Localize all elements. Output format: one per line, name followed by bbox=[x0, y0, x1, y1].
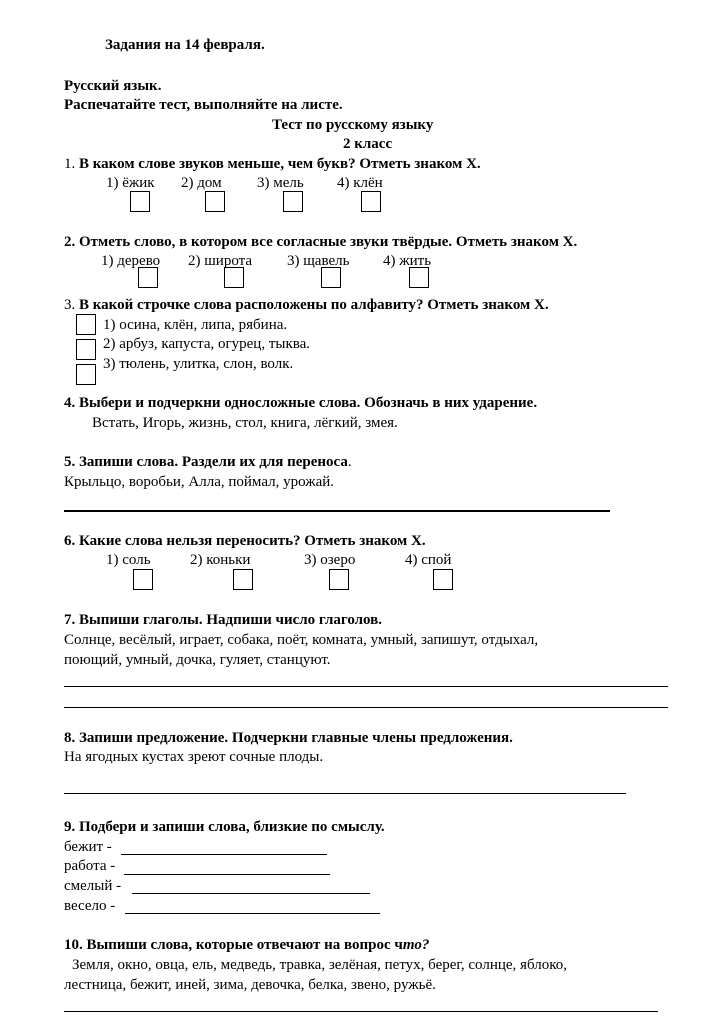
q3-text: В какой строчке слова расположены по алфавиту? Отметь знаком Х. bbox=[79, 297, 549, 313]
q2-text: 2. Отметь слово, в котором все согласные звуки твёрдые bbox=[64, 234, 449, 250]
q3-option-1: 1) осина, клён, липа, рябина. bbox=[103, 317, 288, 333]
q7-text-line-1: Солнце, весёлый, играет, собака, поёт, комната, умный, запишут, отдыхал, bbox=[64, 632, 539, 648]
q10-text-line-1: Земля, окно, овца, ель, медведь, травка, зелёная, петух, берег, солнце, яблоко, bbox=[72, 957, 567, 973]
q3-prompt bbox=[64, 298, 549, 313]
q7-text-line-2: поющий, умный, дочка, гуляет, станцуют. bbox=[64, 652, 331, 668]
grade: 2 класс bbox=[343, 136, 393, 152]
q8-answer-line[interactable] bbox=[64, 793, 626, 794]
q7-prompt: 7. Выпиши глаголы. Надпиши число глаголов. bbox=[64, 612, 383, 628]
q3-option-2: 2) арбуз, капуста, огурец, тыква. bbox=[103, 336, 311, 352]
q1-checkbox-1[interactable] bbox=[130, 191, 150, 212]
q5-answer-line[interactable] bbox=[64, 510, 610, 512]
q2-checkbox-3[interactable] bbox=[321, 267, 341, 288]
q2-checkbox-2[interactable] bbox=[224, 267, 244, 288]
q3-checkbox-1[interactable] bbox=[76, 314, 96, 335]
q10-question-word: то? bbox=[402, 937, 430, 953]
q9-prompt: 9. Подбери и запиши слова, близкие по смыслу. bbox=[64, 819, 385, 835]
q5-prompt bbox=[64, 455, 352, 470]
q9-answer-line-4[interactable] bbox=[125, 913, 380, 914]
q2-option-3: 3) щавель bbox=[287, 253, 350, 269]
q1-checkbox-2[interactable] bbox=[205, 191, 225, 212]
q10-prompt bbox=[64, 938, 429, 953]
q9-answer-line-3[interactable] bbox=[132, 893, 370, 894]
q9-answer-line-2[interactable] bbox=[124, 874, 330, 875]
q1-option-1: 1) ёжик bbox=[106, 175, 155, 191]
q10-text-line-2: лестница, бежит, иней, зима, девочка, белка, звено, ружьё. bbox=[64, 977, 436, 993]
q9-item-1: бежит - bbox=[64, 839, 112, 855]
q3-number: 3. bbox=[64, 297, 76, 313]
q1-checkbox-3[interactable] bbox=[283, 191, 303, 212]
q8-prompt: 8. Запиши предложение. Подчеркни главные члены предложения. bbox=[64, 730, 513, 746]
instruction: Распечатайте тест, выполняйте на листе. bbox=[64, 97, 343, 113]
q7-answer-line-1[interactable] bbox=[64, 686, 668, 687]
q2-option-4: 4) жить bbox=[383, 253, 432, 269]
q1-text: В каком слове звуков меньше, чем букв? Отметь знаком Х. bbox=[79, 156, 481, 172]
q2-option-2: 2) широта bbox=[188, 253, 253, 269]
q5-suffix: . bbox=[347, 454, 352, 470]
q6-option-2: 2) коньки bbox=[190, 552, 251, 568]
q1-option-2: 2) дом bbox=[181, 175, 222, 191]
q9-item-2: работа - bbox=[64, 858, 116, 874]
q6-checkbox-1[interactable] bbox=[133, 569, 153, 590]
q2-suffix: . Отметь знаком Х. bbox=[448, 234, 578, 250]
q4-prompt: 4. Выбери и подчеркни односложные слова. Обозначь в них ударение. bbox=[64, 395, 538, 411]
q10-text: 10. Выпиши слова, которые отвечают на вопрос ч bbox=[64, 937, 403, 953]
q1-option-4: 4) клён bbox=[337, 175, 383, 191]
q6-prompt: 6. Какие слова нельзя переносить? Отметь знаком Х. bbox=[64, 533, 426, 549]
q6-option-3: 3) озеро bbox=[304, 552, 356, 568]
q7-answer-line-2[interactable] bbox=[64, 707, 668, 708]
q1-checkbox-4[interactable] bbox=[361, 191, 381, 212]
q5-words: Крыльцо, воробьи, Алла, поймал, урожай. bbox=[64, 474, 335, 490]
q6-checkbox-3[interactable] bbox=[329, 569, 349, 590]
q3-checkbox-2[interactable] bbox=[76, 339, 96, 360]
q3-option-3: 3) тюлень, улитка, слон, волк. bbox=[103, 356, 294, 372]
q9-item-3: смелый - bbox=[64, 878, 122, 894]
page-title: Задания на 14 февраля. bbox=[105, 37, 265, 53]
q10-answer-line[interactable] bbox=[64, 1011, 658, 1012]
q2-checkbox-4[interactable] bbox=[409, 267, 429, 288]
q1-prompt bbox=[64, 157, 481, 172]
subject: Русский язык. bbox=[64, 78, 162, 94]
q6-checkbox-2[interactable] bbox=[233, 569, 253, 590]
q4-words: Встать, Игорь, жизнь, стол, книга, лёгкий, змея. bbox=[92, 415, 398, 431]
q6-option-4: 4) спой bbox=[405, 552, 452, 568]
q6-checkbox-4[interactable] bbox=[433, 569, 453, 590]
q9-item-4: весело - bbox=[64, 898, 116, 914]
q2-option-1: 1) дерево bbox=[101, 253, 161, 269]
q2-checkbox-1[interactable] bbox=[138, 267, 158, 288]
test-title: Тест по русскому языку bbox=[272, 117, 434, 133]
q3-checkbox-3[interactable] bbox=[76, 364, 96, 385]
q8-sentence: На ягодных кустах зреют сочные плоды. bbox=[64, 749, 324, 765]
q1-number: 1. bbox=[64, 156, 76, 172]
q9-answer-line-1[interactable] bbox=[121, 854, 327, 855]
q5-text: 5. Запиши слова. Раздели их для переноса bbox=[64, 454, 348, 470]
q1-option-3: 3) мель bbox=[257, 175, 304, 191]
q2-prompt bbox=[64, 235, 577, 250]
q6-option-1: 1) соль bbox=[106, 552, 151, 568]
